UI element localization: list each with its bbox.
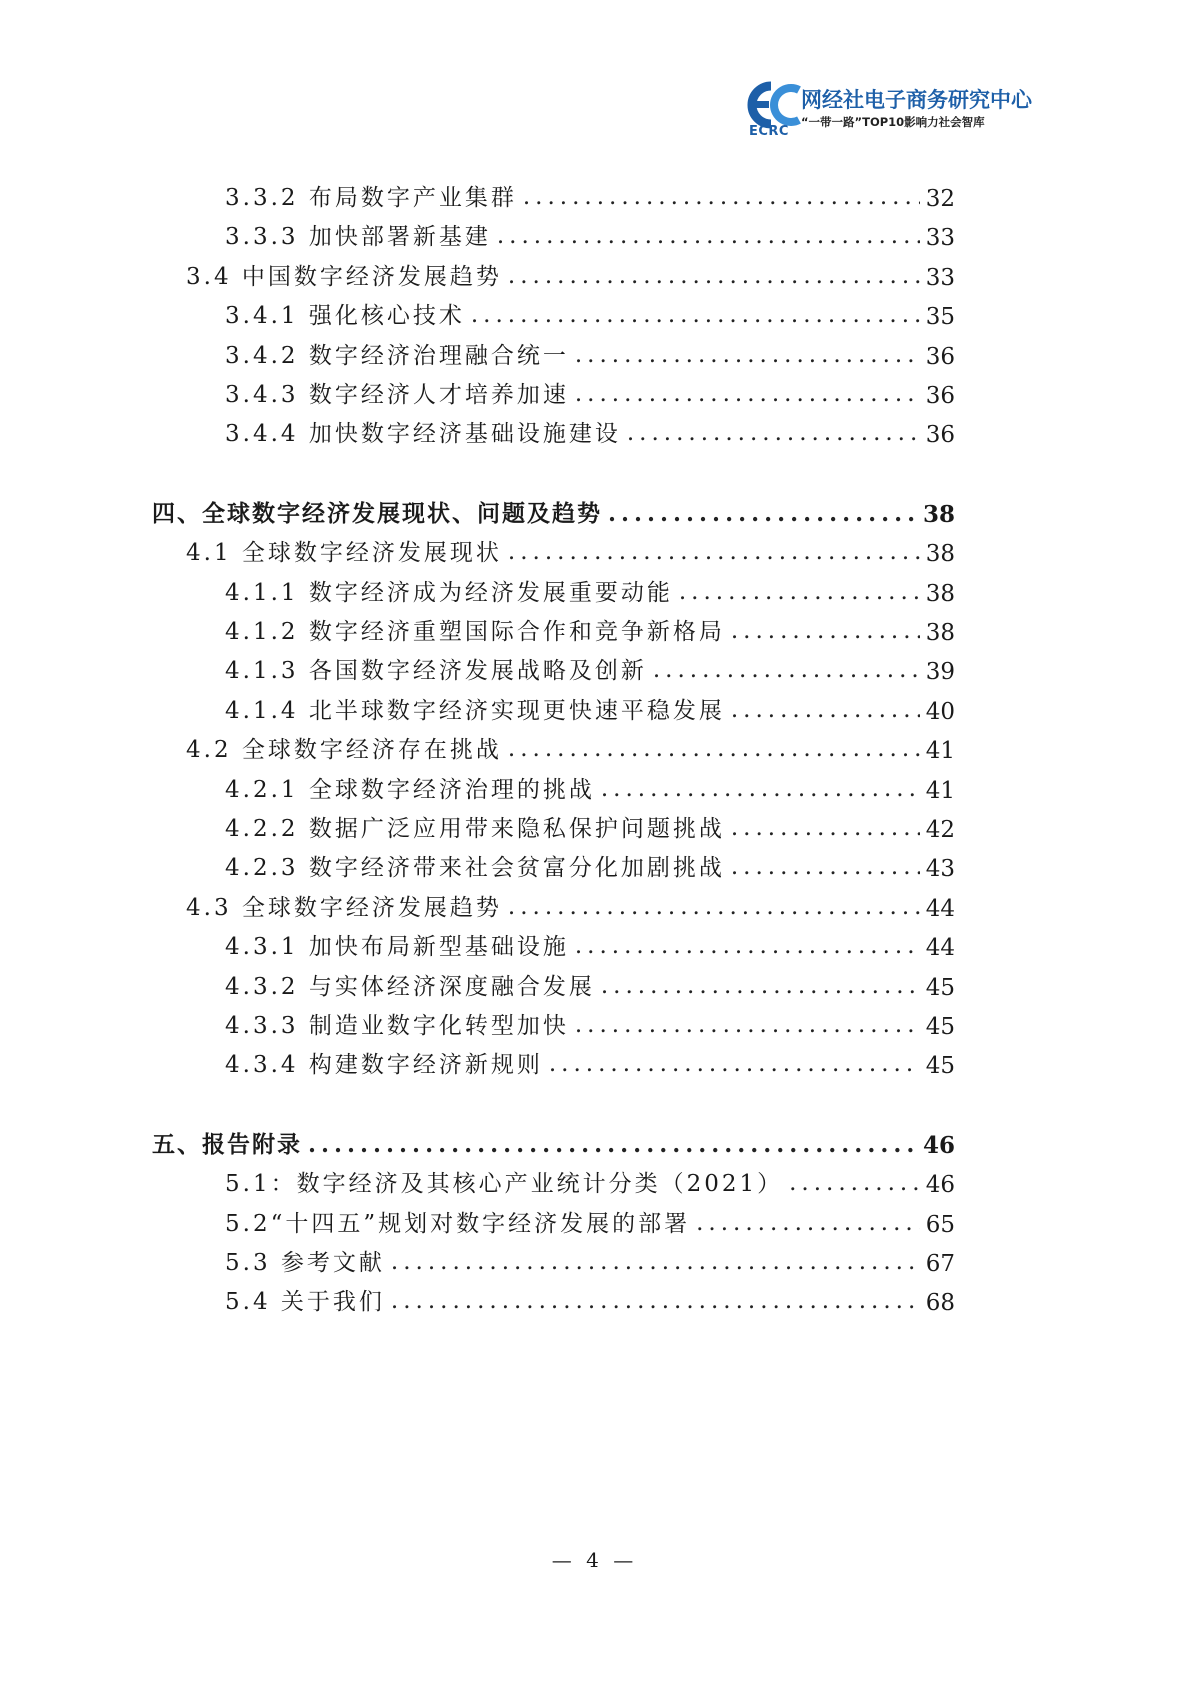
toc-leader-dots bbox=[391, 1290, 920, 1316]
toc-leader-dots bbox=[549, 1053, 920, 1079]
toc-entry-page: 45 bbox=[925, 1053, 955, 1080]
toc-entry-page: 36 bbox=[925, 383, 955, 409]
toc-entry-page: 42 bbox=[925, 817, 955, 843]
toc-leader-dots bbox=[731, 856, 920, 882]
toc-entry-title: 3.4 中国数字经济发展趋势 bbox=[186, 263, 502, 290]
toc-entry-title: 4.3.1 加快布局新型基础设施 bbox=[225, 934, 569, 961]
toc-entry-page: 35 bbox=[925, 304, 955, 331]
toc-leader-dots bbox=[575, 935, 920, 961]
toc-entry-title: 4.3.3 制造业数字化转型加快 bbox=[225, 1013, 569, 1039]
toc-entry-page: 36 bbox=[925, 343, 955, 370]
toc-entry[interactable] bbox=[225, 369, 955, 409]
toc-entry-title: 5.4 关于我们 bbox=[225, 1289, 385, 1316]
toc-entry[interactable] bbox=[225, 764, 955, 804]
toc-entry[interactable] bbox=[225, 921, 955, 961]
toc-leader-dots bbox=[508, 896, 920, 922]
toc-entry-page: 38 bbox=[925, 580, 955, 607]
toc-entry[interactable] bbox=[225, 1039, 955, 1079]
toc-entry-page: 45 bbox=[925, 1014, 955, 1040]
toc-leader-dots bbox=[471, 304, 920, 330]
toc-leader-dots bbox=[731, 620, 920, 646]
toc-entry-page: 68 bbox=[925, 1290, 955, 1317]
toc-leader-dots bbox=[601, 778, 920, 804]
toc-entry-title: 4.3.2 与实体经济深度融合发展 bbox=[225, 973, 595, 1000]
toc-entry-title: 五、报告附录 bbox=[152, 1130, 302, 1158]
toc-leader-dots bbox=[523, 186, 920, 212]
toc-entry-title: 3.3.2 布局数字产业集群 bbox=[225, 185, 517, 211]
toc-entry-page: 67 bbox=[925, 1251, 955, 1277]
toc-entry-page: 41 bbox=[925, 738, 955, 765]
org-slogan: “一带一路”TOP10影响力社会智库 bbox=[801, 115, 985, 129]
toc-entry-title: 3.3.3 加快部署新基建 bbox=[225, 224, 491, 251]
toc-entry-page: 43 bbox=[925, 856, 955, 883]
toc-entry-page: 65 bbox=[925, 1211, 955, 1238]
toc-entry-page: 46 bbox=[922, 1131, 955, 1159]
toc-entry-page: 46 bbox=[925, 1172, 955, 1199]
toc-leader-dots bbox=[497, 225, 920, 251]
toc-leader-dots bbox=[508, 265, 920, 291]
toc-entry[interactable] bbox=[225, 567, 955, 607]
toc-leader-dots bbox=[308, 1133, 917, 1159]
toc-entry-title: 4.2.2 数据广泛应用带来隐私保护问题挑战 bbox=[225, 816, 725, 842]
toc-entry[interactable] bbox=[225, 645, 955, 685]
toc-entry-title: 四、全球数字经济发展现状、问题及趋势 bbox=[152, 499, 602, 527]
toc-entry-page: 33 bbox=[925, 264, 955, 291]
toc-entry[interactable] bbox=[225, 211, 955, 251]
toc-entry-page: 40 bbox=[925, 698, 955, 725]
toc-entry-title: 4.2.3 数字经济带来社会贫富分化加剧挑战 bbox=[225, 855, 725, 882]
toc-entry[interactable] bbox=[225, 330, 955, 370]
toc-entry[interactable] bbox=[225, 172, 955, 212]
toc-entry-page: 44 bbox=[925, 895, 955, 922]
toc-leader-dots bbox=[696, 1212, 920, 1238]
toc-entry-title: 4.3.4 构建数字经济新规则 bbox=[225, 1052, 543, 1079]
toc-entry-page: 41 bbox=[925, 777, 955, 804]
toc-entry[interactable] bbox=[186, 527, 955, 567]
toc-entry[interactable] bbox=[225, 961, 955, 1001]
toc-entry-title: 4.1 全球数字经济发展现状 bbox=[186, 540, 502, 567]
toc-entry-title: 4.1.1 数字经济成为经济发展重要动能 bbox=[225, 579, 673, 606]
toc-entry[interactable] bbox=[152, 488, 955, 528]
toc-entry[interactable] bbox=[225, 1276, 955, 1316]
toc-entry-title: 3.4.4 加快数字经济基础设施建设 bbox=[225, 421, 621, 448]
toc-leader-dots bbox=[575, 344, 920, 370]
toc-entry-title: 5.2“十四五”规划对数字经济发展的部署 bbox=[225, 1210, 691, 1237]
toc-entry-title: 5.1：数字经济及其核心产业统计分类（2021） bbox=[225, 1171, 784, 1198]
toc-entry[interactable] bbox=[225, 803, 955, 843]
toc-entry-page: 38 bbox=[922, 500, 955, 528]
toc-leader-dots bbox=[508, 541, 920, 567]
toc-leader-dots bbox=[627, 422, 920, 448]
toc-entry-page: 44 bbox=[925, 935, 955, 962]
org-name: 网经社电子商务研究中心 bbox=[801, 88, 1032, 112]
toc-entry-page: 38 bbox=[925, 541, 955, 568]
toc-entry[interactable] bbox=[225, 606, 955, 646]
logo-abbr: ECRC bbox=[749, 124, 789, 139]
toc-entry[interactable] bbox=[225, 1198, 955, 1238]
toc-entry[interactable] bbox=[186, 251, 955, 291]
toc-entry[interactable] bbox=[152, 1119, 955, 1159]
toc-entry-title: 4.3 全球数字经济发展趋势 bbox=[186, 894, 502, 921]
toc-leader-dots bbox=[731, 699, 920, 725]
toc-entry[interactable] bbox=[225, 842, 955, 882]
toc-entry[interactable] bbox=[225, 408, 955, 448]
toc-entry-title: 4.1.3 各国数字经济发展战略及创新 bbox=[225, 658, 647, 685]
toc-entry-page: 36 bbox=[925, 422, 955, 449]
toc-entry-title: 4.2.1 全球数字经济治理的挑战 bbox=[225, 776, 595, 803]
toc-entry-title: 5.3 参考文献 bbox=[225, 1250, 385, 1276]
toc-entry[interactable] bbox=[225, 1158, 955, 1198]
toc-leader-dots bbox=[608, 502, 917, 528]
toc-leader-dots bbox=[391, 1251, 920, 1277]
header-logo bbox=[745, 80, 1032, 142]
toc-entry[interactable] bbox=[186, 882, 955, 922]
toc-entry-title: 3.4.1 强化核心技术 bbox=[225, 303, 465, 330]
toc-leader-dots bbox=[575, 1014, 920, 1040]
ecrc-logo-icon bbox=[745, 80, 807, 130]
toc-leader-dots bbox=[601, 975, 920, 1001]
toc-leader-dots bbox=[653, 659, 920, 685]
toc-entry-page: 45 bbox=[925, 974, 955, 1001]
toc-entry[interactable] bbox=[225, 685, 955, 725]
toc-entry-page: 32 bbox=[925, 186, 955, 212]
page-number: — 4 — bbox=[551, 1548, 638, 1572]
toc-entry-title: 4.1.2 数字经济重塑国际合作和竞争新格局 bbox=[225, 619, 725, 645]
toc-leader-dots bbox=[789, 1172, 920, 1198]
toc-entry-page: 39 bbox=[925, 659, 955, 686]
toc-leader-dots bbox=[508, 738, 920, 764]
toc-entry[interactable] bbox=[225, 290, 955, 330]
toc-entry-page: 33 bbox=[925, 225, 955, 252]
toc-entry-title: 4.2 全球数字经济存在挑战 bbox=[186, 737, 502, 764]
toc-leader-dots bbox=[731, 817, 920, 843]
toc-entry-title: 3.4.2 数字经济治理融合统一 bbox=[225, 342, 569, 369]
toc-entry[interactable] bbox=[225, 1237, 955, 1277]
toc-leader-dots bbox=[575, 383, 920, 409]
toc-entry-title: 4.1.4 北半球数字经济实现更快速平稳发展 bbox=[225, 697, 725, 724]
toc-leader-dots bbox=[679, 581, 920, 607]
toc-entry[interactable] bbox=[186, 724, 955, 764]
toc-entry-title: 3.4.3 数字经济人才培养加速 bbox=[225, 382, 569, 408]
toc-entry[interactable] bbox=[225, 1000, 955, 1040]
toc-entry-page: 38 bbox=[925, 620, 955, 646]
